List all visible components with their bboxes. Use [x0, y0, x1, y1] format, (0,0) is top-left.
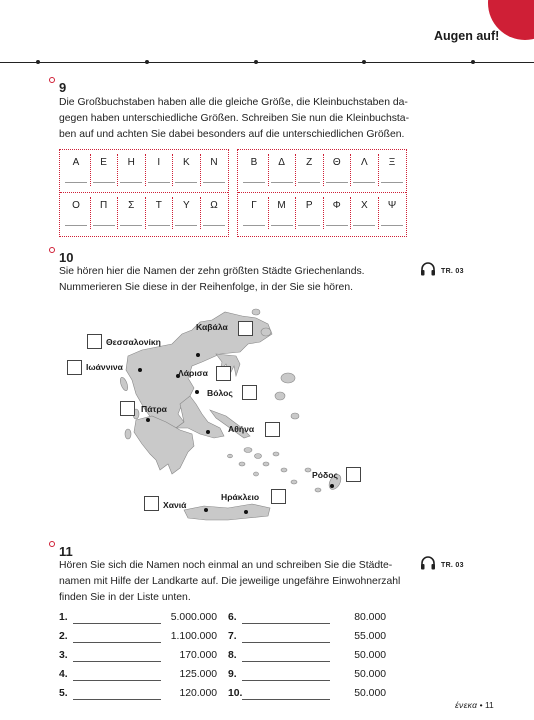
letter-cell[interactable]	[118, 193, 144, 233]
exercise-10-instructions	[59, 264, 365, 296]
uppercase-letter: Ω	[210, 200, 218, 211]
instruction-line: gegen haben unterschiedliche Größen. Schreiben Sie nun die Kleinbuchsta-	[59, 113, 410, 124]
letter-cell[interactable]	[146, 150, 172, 190]
uppercase-letter: Ο	[72, 200, 80, 211]
uppercase-letter: Μ	[277, 200, 286, 211]
list-item	[228, 612, 388, 626]
city-label-thessaloniki: Θεσσαλονίκη	[106, 337, 161, 347]
list-item	[59, 631, 219, 645]
city-number-box[interactable]	[265, 422, 280, 437]
population-value: 120.000	[179, 688, 217, 699]
exercise-number-11: 11	[59, 544, 73, 559]
letter-cell[interactable]	[173, 150, 199, 190]
degree-icon	[49, 247, 55, 253]
uppercase-letter: Φ	[332, 200, 341, 211]
writing-line	[298, 225, 320, 226]
writing-line	[271, 182, 293, 183]
writing-line	[243, 182, 265, 183]
instruction-line: namen mit Hilfe der Landkarte auf. Die jeweilige ungefähre Einwohnerzahl	[59, 576, 401, 587]
letter-cell[interactable]	[63, 193, 89, 233]
footer	[455, 700, 494, 710]
item-number: 1.	[59, 612, 68, 623]
city-label-athina: Αθήνα	[228, 424, 255, 434]
item-number: 3.	[59, 650, 68, 661]
city-number-box[interactable]	[144, 496, 159, 511]
letter-cell[interactable]	[118, 150, 144, 190]
exercise-number-9: 9	[59, 80, 66, 95]
rule-dot	[254, 60, 258, 64]
city-number-box[interactable]	[120, 401, 135, 416]
letter-cell[interactable]	[146, 193, 172, 233]
writing-line	[298, 182, 320, 183]
uppercase-letter: Χ	[361, 200, 368, 211]
footer-bullet: •	[479, 700, 483, 710]
list-item	[59, 688, 219, 702]
uppercase-letter: Ξ	[388, 157, 396, 168]
city-label-ioannina: Ιωάννινα	[86, 362, 123, 372]
uppercase-letter: Σ	[128, 200, 135, 211]
track-label: TR. 03	[441, 268, 464, 275]
page-title: Augen auf!	[434, 29, 500, 43]
writing-line	[120, 225, 142, 226]
letter-cell[interactable]	[324, 193, 350, 233]
track-label: TR. 03	[441, 562, 464, 569]
letter-cell[interactable]	[173, 193, 199, 233]
uppercase-letter: Α	[72, 157, 80, 168]
writing-line	[65, 182, 87, 183]
letter-cell[interactable]	[351, 193, 377, 233]
writing-line	[381, 225, 403, 226]
exercise-11-instructions	[59, 558, 400, 606]
uppercase-letter: Ν	[210, 157, 218, 168]
letter-cell[interactable]	[63, 150, 89, 190]
degree-icon	[49, 541, 55, 547]
writing-line	[203, 182, 225, 183]
city-number-box[interactable]	[216, 366, 231, 381]
letter-cell[interactable]	[296, 150, 322, 190]
writing-line	[148, 182, 170, 183]
writing-line	[203, 225, 225, 226]
population-value: 50.000	[354, 669, 386, 680]
uppercase-letter: Ζ	[306, 157, 313, 168]
rule-dot	[362, 60, 366, 64]
headphones-icon[interactable]	[420, 262, 436, 276]
item-number: 6.	[228, 612, 237, 623]
letter-cell[interactable]	[269, 150, 295, 190]
city-label-irakleio: Ηράκλειο	[221, 492, 260, 502]
writing-line	[353, 182, 375, 183]
answer-line[interactable]	[73, 680, 161, 681]
uppercase-letter: Ε	[100, 157, 107, 168]
brand-name: ένεκα	[455, 700, 478, 710]
instruction-line: Nummerieren Sie diese in der Reihenfolge, in der Sie sie hören.	[59, 282, 353, 293]
uppercase-letter: Θ	[332, 157, 341, 168]
item-number: 8.	[228, 650, 237, 661]
item-number: 4.	[59, 669, 68, 680]
letter-cell[interactable]	[201, 193, 227, 233]
writing-line	[93, 225, 115, 226]
instruction-line: finden Sie in der Liste unten.	[59, 592, 191, 603]
writing-line	[148, 225, 170, 226]
uppercase-letter: Κ	[183, 157, 190, 168]
letter-cell[interactable]	[324, 150, 350, 190]
writing-line	[93, 182, 115, 183]
letter-cell[interactable]	[296, 193, 322, 233]
letter-cell[interactable]	[91, 150, 117, 190]
uppercase-table-left	[59, 149, 229, 237]
letter-cell[interactable]	[269, 193, 295, 233]
item-number: 10.	[228, 688, 243, 699]
population-value: 5.000.000	[170, 612, 217, 623]
population-value: 1.100.000	[170, 631, 217, 642]
city-number-box[interactable]	[238, 321, 253, 336]
uppercase-letter: Ρ	[305, 200, 313, 211]
answer-line[interactable]	[242, 642, 330, 643]
header-rule	[0, 62, 534, 63]
list-item	[59, 650, 219, 664]
writing-line	[353, 225, 375, 226]
letter-cell[interactable]	[379, 150, 405, 190]
letter-cell[interactable]	[241, 150, 267, 190]
uppercase-letter: Π	[99, 200, 108, 211]
rule-dot	[471, 60, 475, 64]
city-label-chania: Χανιά	[163, 500, 187, 510]
item-number: 7.	[228, 631, 237, 642]
letter-cell[interactable]	[91, 193, 117, 233]
uppercase-letter: Τ	[155, 200, 162, 211]
uppercase-letter: Γ	[251, 200, 257, 211]
population-value: 50.000	[354, 688, 386, 699]
writing-line	[326, 225, 348, 226]
writing-line	[65, 225, 87, 226]
city-number-box[interactable]	[67, 360, 82, 375]
writing-line	[326, 182, 348, 183]
writing-line	[271, 225, 293, 226]
answer-line[interactable]	[73, 699, 161, 700]
answer-line[interactable]	[242, 661, 330, 662]
uppercase-letter: Λ	[361, 157, 368, 168]
answer-line[interactable]	[242, 680, 330, 681]
uppercase-letter: Η	[127, 157, 135, 168]
city-label-volos: Βόλος	[207, 388, 233, 398]
exercise-number-10: 10	[59, 250, 73, 265]
city-number-box[interactable]	[87, 334, 102, 349]
answer-line[interactable]	[242, 623, 330, 624]
page-number: 11	[484, 700, 494, 710]
row-divider	[60, 192, 228, 193]
answer-line[interactable]	[242, 699, 330, 700]
row-divider	[238, 192, 406, 193]
list-item	[228, 669, 388, 683]
instruction-line: Hören Sie sich die Namen noch einmal an und schreiben Sie die Städte-	[59, 560, 393, 571]
list-item	[59, 669, 219, 683]
uppercase-letter: Υ	[183, 200, 190, 211]
exercise-9-instructions	[59, 95, 409, 143]
population-value: 55.000	[354, 631, 386, 642]
city-number-box[interactable]	[271, 489, 286, 504]
answer-line[interactable]	[73, 642, 161, 643]
letter-cell[interactable]	[201, 150, 227, 190]
writing-line	[243, 225, 265, 226]
rule-dot	[36, 60, 40, 64]
population-value: 80.000	[354, 612, 386, 623]
city-number-box[interactable]	[242, 385, 257, 400]
city-label-larisa: Λάρισα	[178, 368, 208, 378]
uppercase-letter: Ι	[157, 157, 161, 168]
headphones-icon[interactable]	[420, 556, 436, 570]
rule-dot	[145, 60, 149, 64]
item-number: 9.	[228, 669, 237, 680]
instruction-line: Die Großbuchstaben haben alle die gleiche Größe, die Kleinbuchstaben da-	[59, 97, 408, 108]
item-number: 2.	[59, 631, 68, 642]
answer-line[interactable]	[73, 661, 161, 662]
list-item	[228, 631, 388, 645]
city-label-rodos: Ρόδος	[312, 470, 338, 480]
uppercase-letter: Δ	[278, 157, 285, 168]
list-item	[228, 650, 388, 664]
city-label-patra: Πάτρα	[141, 404, 167, 414]
city-label-kavala: Καβάλα	[196, 322, 228, 332]
writing-line	[381, 182, 403, 183]
item-number: 5.	[59, 688, 68, 699]
uppercase-letter: Β	[250, 157, 258, 168]
letter-cell[interactable]	[351, 150, 377, 190]
degree-icon	[49, 77, 55, 83]
population-value: 125.000	[179, 669, 217, 680]
uppercase-table-right	[237, 149, 407, 237]
writing-line	[175, 225, 197, 226]
city-number-box[interactable]	[346, 467, 361, 482]
population-value: 50.000	[354, 650, 386, 661]
writing-line	[120, 182, 142, 183]
letter-cell[interactable]	[379, 193, 405, 233]
answer-line[interactable]	[73, 623, 161, 624]
letter-cell[interactable]	[241, 193, 267, 233]
uppercase-letter: Ψ	[387, 200, 397, 211]
list-item	[228, 688, 388, 702]
instruction-line: ben auf und achten Sie dabei besonders auf die unterschiedlichen Größen.	[59, 129, 405, 140]
instruction-line: Sie hören hier die Namen der zehn größten Städte Griechenlands.	[59, 266, 365, 277]
list-item	[59, 612, 219, 626]
population-value: 170.000	[179, 650, 217, 661]
writing-line	[175, 182, 197, 183]
